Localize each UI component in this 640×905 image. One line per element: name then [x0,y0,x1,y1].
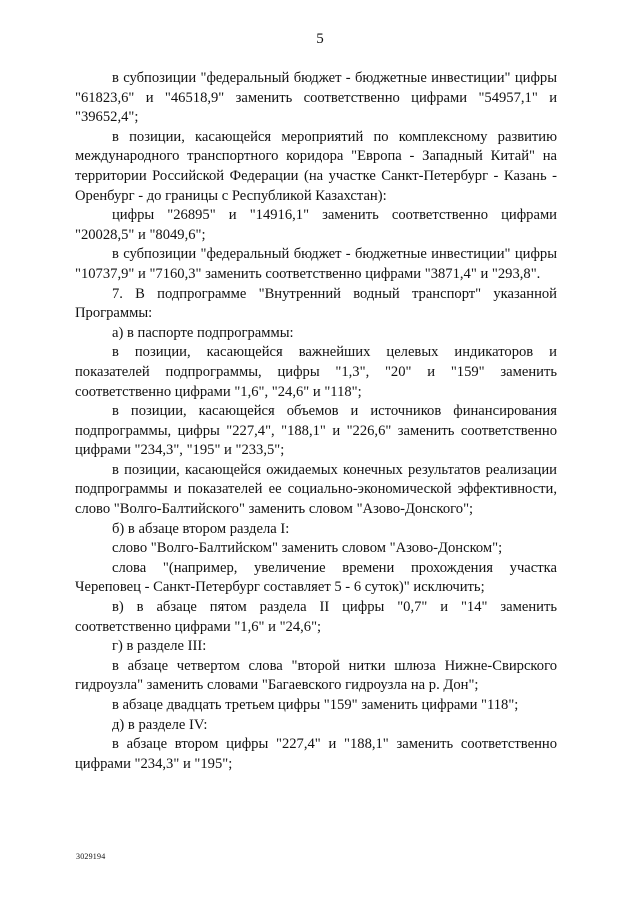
paragraph: в абзаце четвертом слова "второй нитки шлюза Нижне-Свирского гидроузла" заменить словами "Багаевского гидроузла на р. Дон"; [75,657,557,694]
document-body [75,69,557,774]
page-number: 5 [316,31,324,47]
paragraph: слова "(например, увеличение времени прохождения участка Череповец - Санкт-Петербург составляет 5 - 6 суток)" исключить; [75,559,557,596]
paragraph: в) в абзаце пятом раздела II цифры "0,7" и "14" заменить соответственно цифрами "1,6" и "24,6"; [75,599,557,635]
paragraph: г) в разделе III: [112,638,207,655]
paragraph: в позиции, касающейся мероприятий по комплексному развитию международного транспортного коридора "Европа - Западный Китай" на территории Российской Федерации (на участке Санкт-Петербург - Казань - Оренбург - до границы с Республикой Казахстан): [75,128,557,204]
paragraph: в субпозиции "федеральный бюджет - бюджетные инвестиции" цифры "61823,6" и "46518,9" заменить соответственно цифрами "54957,1" и "39652,4"; [75,70,557,126]
paragraph: д) в разделе IV: [112,716,208,733]
paragraph: 7. В подпрограмме "Внутренний водный транспорт" указанной Программы: [75,285,557,322]
paragraph: в позиции, касающейся объемов и источников финансирования подпрограммы, цифры "227,4", "188,1" и "226,6" заменить соответственно цифрами "234,3", "195" и "233,5"; [75,403,557,459]
paragraph: б) в абзаце втором раздела I: [112,520,290,537]
paragraph: в позиции, касающейся ожидаемых конечных результатов реализации подпрограммы и показателей ее социально-экономической эффективности, слово "Волго-Балтийского" заменить словом "Азово-Донского"; [75,461,557,518]
paragraph: слово "Волго-Балтийском" заменить словом "Азово-Донском"; [112,540,503,557]
paragraph: в позиции, касающейся важнейших целевых индикаторов и показателей подпрограммы, цифры "1,3", "20" и "159" заменить соответственно цифрами "1,6", "24,6" и "118"; [75,344,557,400]
paragraph: в абзаце втором цифры "227,4" и "188,1" заменить соответственно цифрами "234,3" и "195"; [75,736,557,772]
paragraph: в абзаце двадцать третьем цифры "159" заменить цифрами "118"; [112,697,519,713]
paragraph: цифры "26895" и "14916,1" заменить соответственно цифрами "20028,5" и "8049,6"; [75,207,557,243]
paragraph: в субпозиции "федеральный бюджет - бюджетные инвестиции" цифры "10737,9" и "7160,3" заменить соответственно цифрами "3871,4" и "293,8". [75,246,557,282]
paragraph: а) в паспорте подпрограммы: [112,324,294,341]
document-code: 3029194 [76,852,106,861]
